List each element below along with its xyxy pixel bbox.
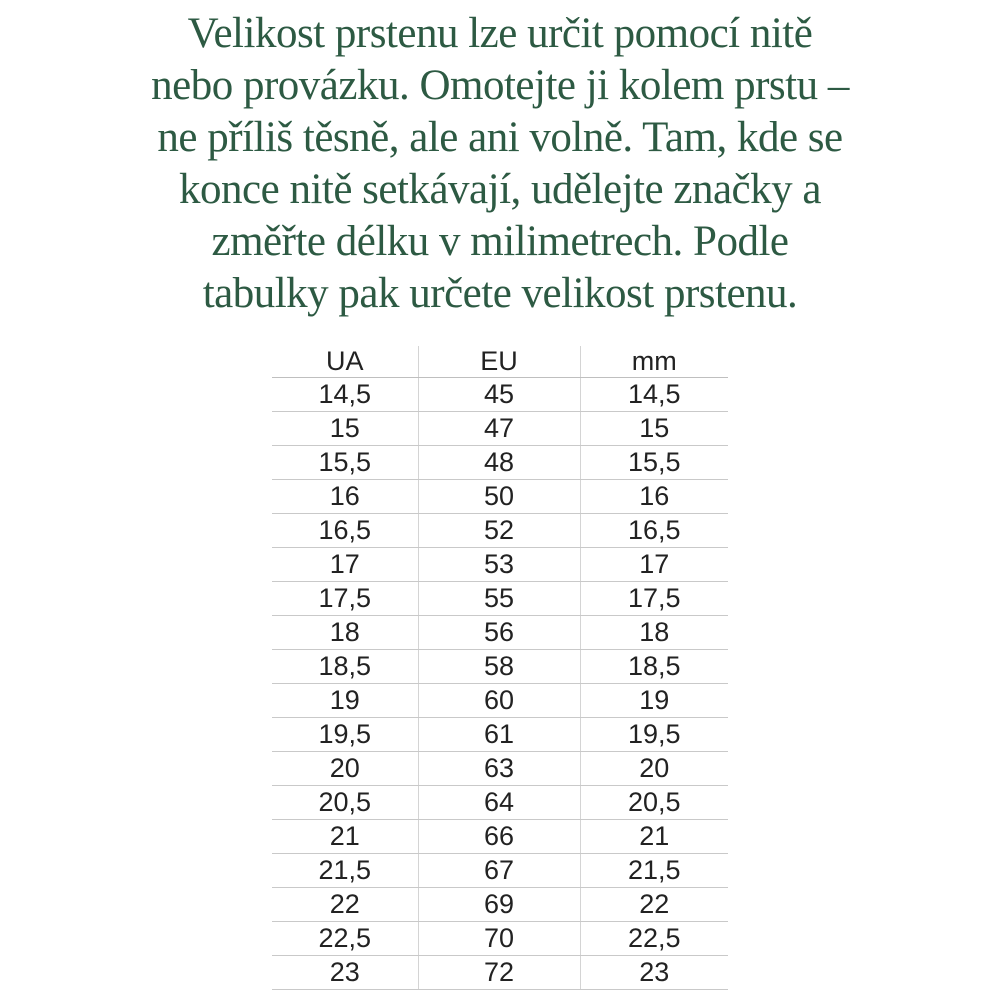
table-cell: 17,5 xyxy=(580,582,728,616)
table-row xyxy=(272,854,728,888)
table-row xyxy=(272,616,728,650)
table-cell: 23 xyxy=(272,956,418,990)
table-cell: 52 xyxy=(418,514,580,548)
table-cell: 20,5 xyxy=(580,786,728,820)
table-row xyxy=(272,446,728,480)
table-cell: 16 xyxy=(272,480,418,514)
table-cell: 21,5 xyxy=(580,854,728,888)
table-cell: 17,5 xyxy=(272,582,418,616)
header-cell-eu: EU xyxy=(418,346,580,378)
table-row xyxy=(272,378,728,412)
table-cell: 67 xyxy=(418,854,580,888)
table-cell: 66 xyxy=(418,820,580,854)
table-cell: 47 xyxy=(418,412,580,446)
intro-line: ne příliš těsně, ale ani volně. Tam, kde se xyxy=(157,114,843,161)
table-row xyxy=(272,480,728,514)
table-cell: 15 xyxy=(272,412,418,446)
table-row xyxy=(272,922,728,956)
table-cell: 63 xyxy=(418,752,580,786)
table-cell: 16 xyxy=(580,480,728,514)
table-cell: 18 xyxy=(272,616,418,650)
table-cell: 50 xyxy=(418,480,580,514)
table-cell: 22 xyxy=(272,888,418,922)
intro-line: změřte délku v milimetrech. Podle xyxy=(211,218,789,265)
table-cell: 21 xyxy=(580,820,728,854)
table-cell: 17 xyxy=(272,548,418,582)
table-cell: 19,5 xyxy=(580,718,728,752)
intro-line: Velikost prstenu lze určit pomocí nitě xyxy=(187,10,813,57)
table-row xyxy=(272,718,728,752)
table-cell: 19,5 xyxy=(272,718,418,752)
intro-line: nebo provázku. Omotejte ji kolem prstu – xyxy=(151,62,849,109)
table-row xyxy=(272,684,728,718)
header-cell-mm: mm xyxy=(580,346,728,378)
table-cell: 64 xyxy=(418,786,580,820)
header-cell-ua: UA xyxy=(272,346,418,378)
table-cell: 16,5 xyxy=(580,514,728,548)
table-row xyxy=(272,548,728,582)
table-cell: 61 xyxy=(418,718,580,752)
table-cell: 20,5 xyxy=(272,786,418,820)
size-table-body xyxy=(272,378,728,990)
table-row xyxy=(272,514,728,548)
table-cell: 53 xyxy=(418,548,580,582)
table-cell: 14,5 xyxy=(580,378,728,412)
table-cell: 19 xyxy=(272,684,418,718)
table-cell: 22,5 xyxy=(580,922,728,956)
table-cell: 18,5 xyxy=(580,650,728,684)
table-cell: 56 xyxy=(418,616,580,650)
table-cell: 21 xyxy=(272,820,418,854)
table-cell: 70 xyxy=(418,922,580,956)
table-cell: 20 xyxy=(272,752,418,786)
table-row xyxy=(272,786,728,820)
table-cell: 16,5 xyxy=(272,514,418,548)
table-cell: 20 xyxy=(580,752,728,786)
intro-line: konce nitě setkávají, udělejte značky a xyxy=(179,166,821,213)
table-cell: 23 xyxy=(580,956,728,990)
table-cell: 17 xyxy=(580,548,728,582)
table-row xyxy=(272,752,728,786)
header-row xyxy=(272,346,728,378)
ring-size-table xyxy=(272,346,728,990)
table-row xyxy=(272,412,728,446)
table-cell: 69 xyxy=(418,888,580,922)
table-cell: 60 xyxy=(418,684,580,718)
table-cell: 55 xyxy=(418,582,580,616)
table-cell: 19 xyxy=(580,684,728,718)
table-cell: 15,5 xyxy=(272,446,418,480)
table-cell: 22,5 xyxy=(272,922,418,956)
intro-line: tabulky pak určete velikost prstenu. xyxy=(202,270,798,317)
table-cell: 18,5 xyxy=(272,650,418,684)
intro-paragraph xyxy=(0,0,1000,320)
table-cell: 18 xyxy=(580,616,728,650)
table-cell: 48 xyxy=(418,446,580,480)
table-cell: 15 xyxy=(580,412,728,446)
size-table-header xyxy=(272,346,728,378)
table-cell: 15,5 xyxy=(580,446,728,480)
table-row xyxy=(272,820,728,854)
table-cell: 14,5 xyxy=(272,378,418,412)
table-row xyxy=(272,888,728,922)
table-cell: 45 xyxy=(418,378,580,412)
table-cell: 21,5 xyxy=(272,854,418,888)
table-row xyxy=(272,956,728,990)
table-cell: 72 xyxy=(418,956,580,990)
table-cell: 58 xyxy=(418,650,580,684)
table-cell: 22 xyxy=(580,888,728,922)
table-row xyxy=(272,650,728,684)
table-row xyxy=(272,582,728,616)
